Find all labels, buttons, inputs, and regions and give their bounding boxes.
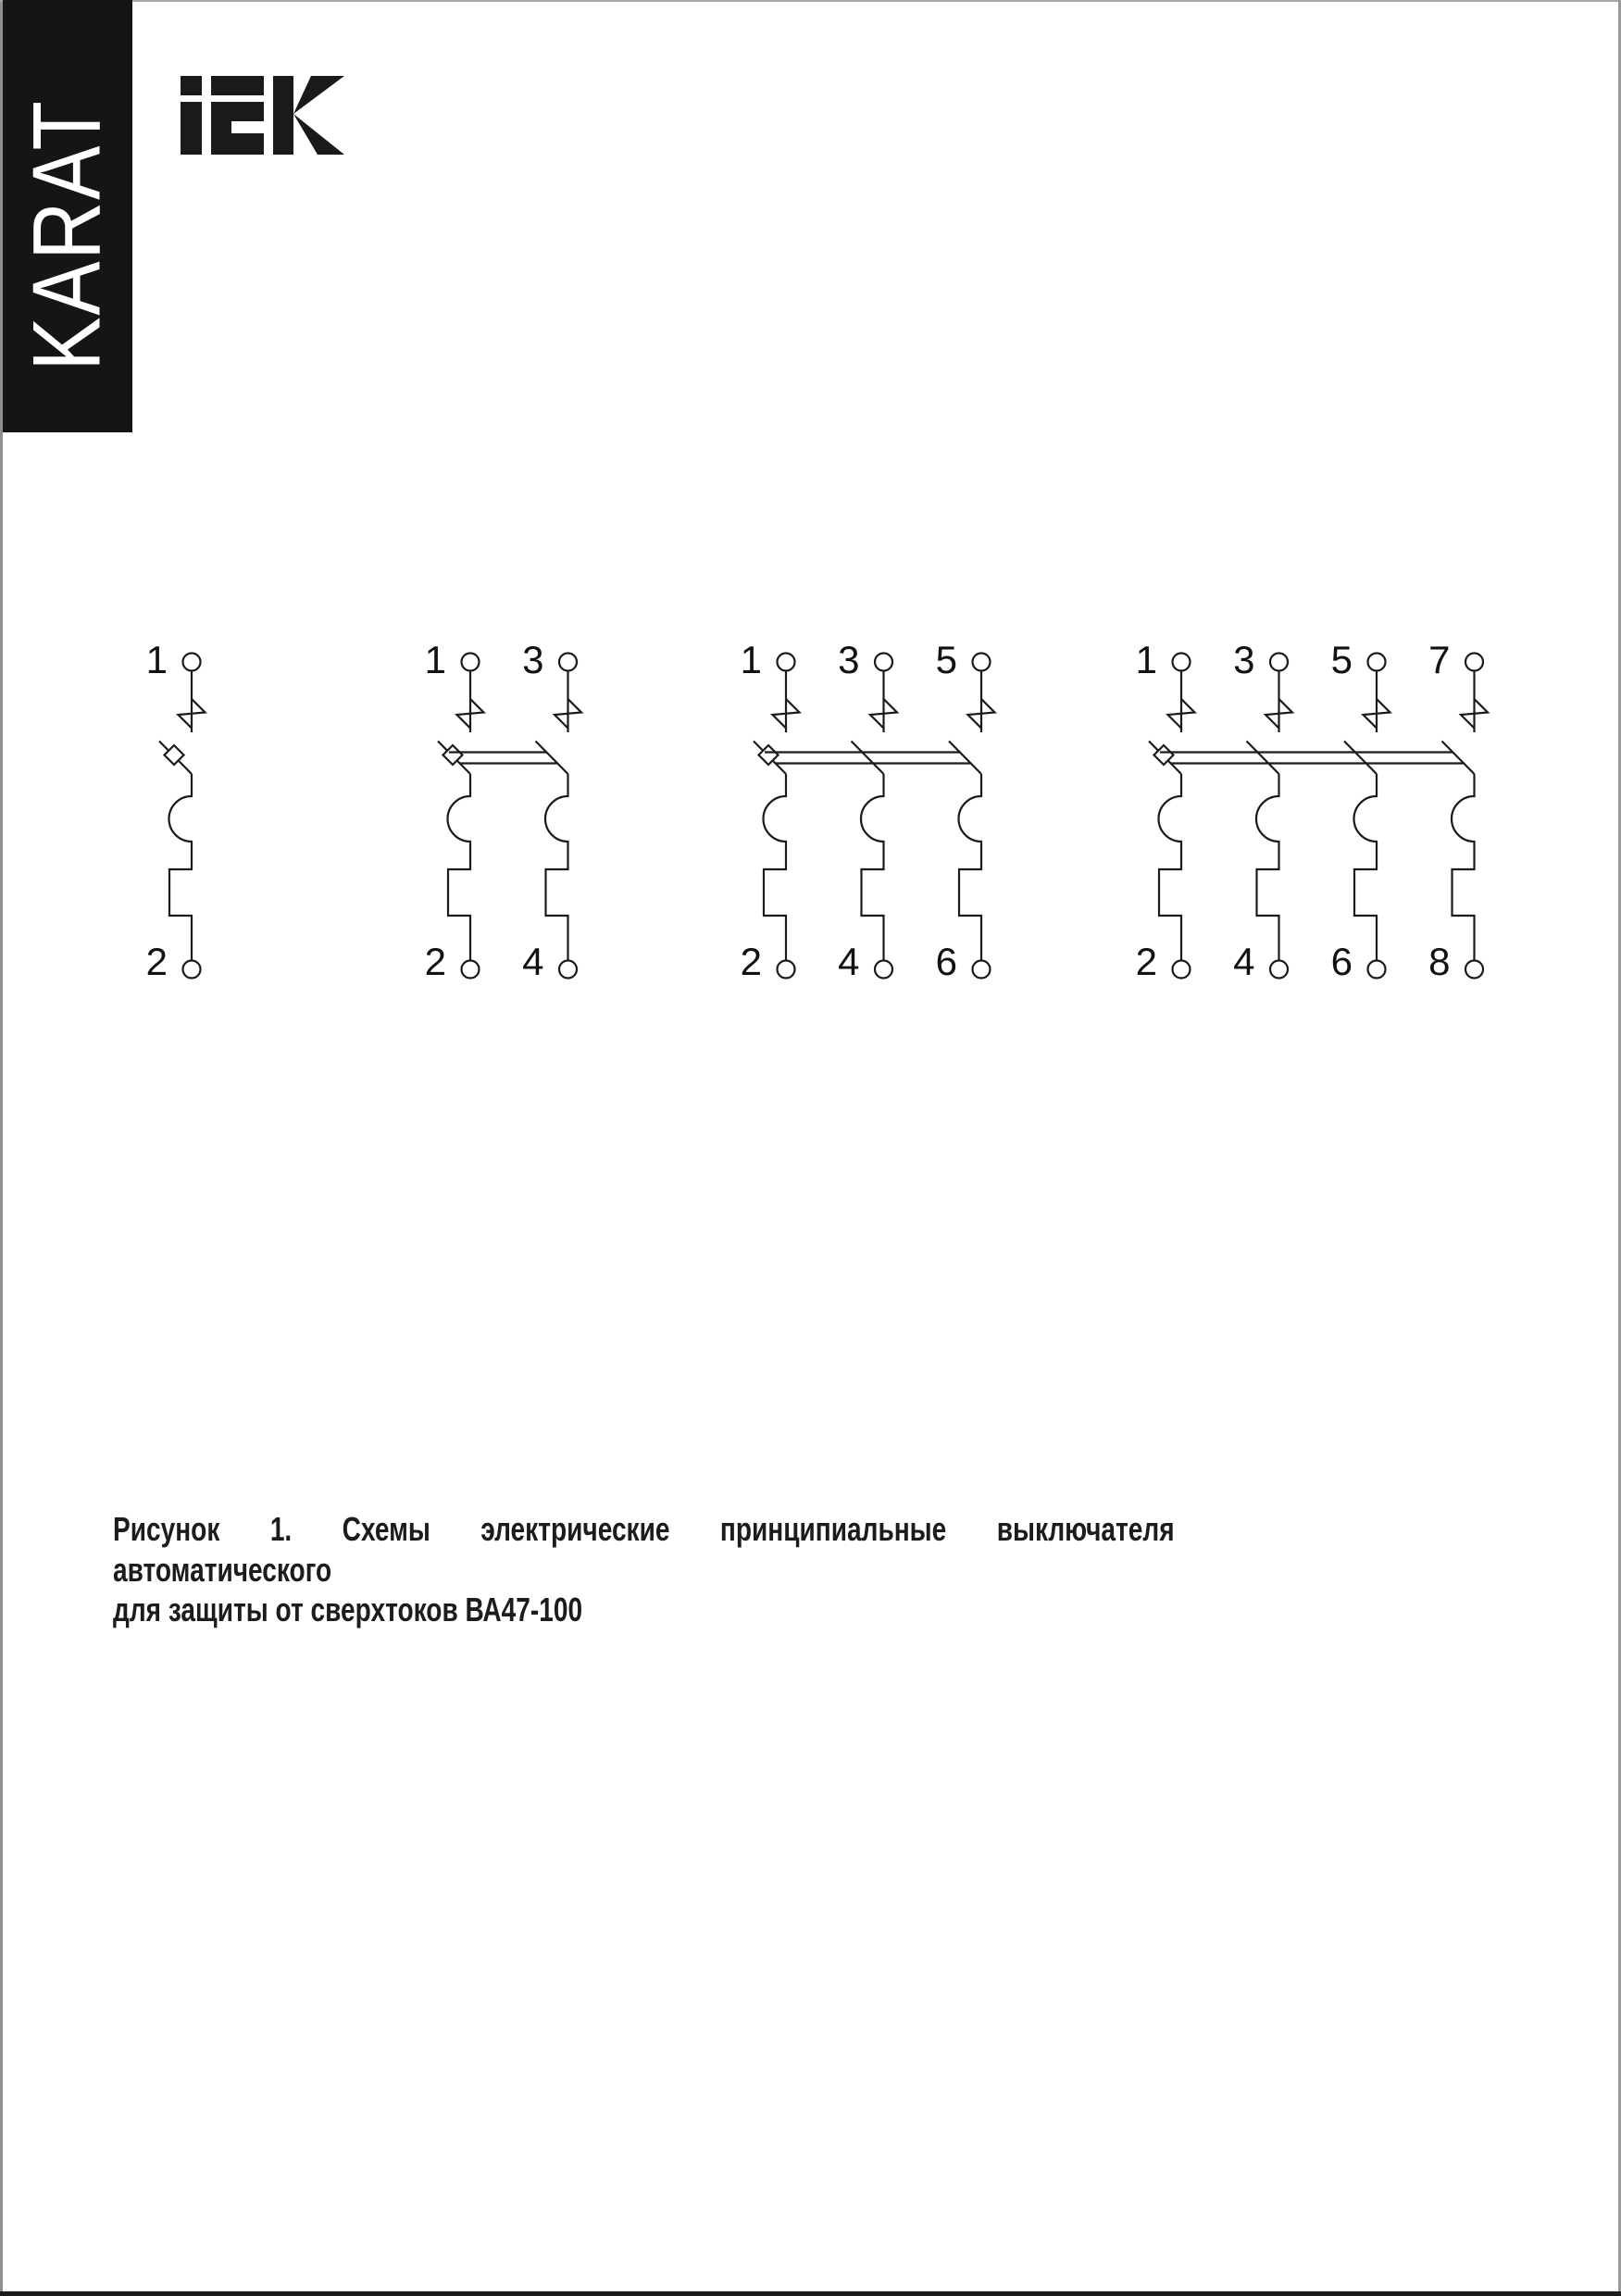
magnetic-release-zigzag bbox=[1461, 699, 1488, 729]
page-edge-bottom bbox=[0, 2291, 1621, 2296]
caption-line-1: Рисунок 1. Схемы электрические принципиальные выключателя автоматического bbox=[113, 1510, 1175, 1589]
terminal-circle-top bbox=[973, 654, 991, 671]
schematic-breaker-2-pole bbox=[425, 638, 581, 983]
breaker-4-pole-pole-2 bbox=[1233, 638, 1292, 983]
pole-body bbox=[1256, 774, 1279, 961]
terminal-label-top: 3 bbox=[838, 638, 860, 681]
actuator-square bbox=[1154, 745, 1174, 765]
iek-logo-k-upper-arm bbox=[293, 76, 344, 114]
schematic-breaker-4-pole bbox=[1136, 638, 1488, 983]
actuator-square bbox=[759, 745, 779, 765]
iek-logo-e-body bbox=[211, 102, 264, 155]
magnetic-release-zigzag bbox=[457, 699, 484, 729]
switch-lever bbox=[754, 742, 786, 775]
terminal-label-bottom: 2 bbox=[424, 940, 446, 983]
iek-logo-e-top-bar bbox=[211, 76, 264, 95]
figure-caption bbox=[113, 1509, 1175, 1630]
terminal-label-top: 3 bbox=[522, 638, 544, 681]
terminal-label-top: 3 bbox=[1233, 638, 1255, 681]
pole-body bbox=[545, 774, 568, 961]
terminal-circle-top bbox=[778, 654, 795, 671]
brand-banner-label: KARAT bbox=[13, 99, 121, 371]
pole-body bbox=[959, 774, 982, 961]
terminal-circle-top bbox=[559, 654, 577, 671]
pole-body bbox=[1354, 774, 1378, 961]
terminal-circle-bottom bbox=[559, 961, 577, 979]
breaker-2-pole-pole-1 bbox=[425, 638, 484, 983]
terminal-circle-bottom bbox=[778, 961, 795, 979]
switch-lever bbox=[852, 742, 884, 775]
pole-body bbox=[1452, 774, 1475, 961]
switch-lever bbox=[159, 742, 192, 775]
breaker-3-pole-pole-2 bbox=[838, 638, 897, 983]
terminal-label-bottom: 8 bbox=[1428, 940, 1451, 983]
terminal-label-bottom: 2 bbox=[145, 940, 168, 983]
actuator-square bbox=[165, 745, 184, 765]
terminal-label-bottom: 2 bbox=[740, 940, 762, 983]
terminal-label-top: 5 bbox=[935, 638, 957, 681]
terminal-circle-bottom bbox=[1270, 961, 1288, 979]
breaker-4-pole-pole-4 bbox=[1428, 638, 1488, 983]
terminal-circle-bottom bbox=[1368, 961, 1386, 979]
terminal-circle-top bbox=[183, 654, 201, 671]
schematic-breaker-1-pole bbox=[146, 638, 206, 983]
terminal-circle-bottom bbox=[183, 961, 201, 979]
terminal-label-top: 1 bbox=[145, 638, 168, 681]
pole-body bbox=[448, 774, 471, 961]
terminal-label-bottom: 4 bbox=[1233, 940, 1255, 983]
terminal-circle-top bbox=[1465, 654, 1483, 671]
breaker-4-pole-pole-3 bbox=[1331, 638, 1390, 983]
terminal-label-top: 1 bbox=[424, 638, 446, 681]
brand-banner bbox=[3, 0, 132, 432]
schematic-breaker-3-pole bbox=[741, 638, 995, 983]
switch-lever bbox=[536, 742, 568, 775]
switch-lever bbox=[949, 742, 981, 775]
magnetic-release-zigzag bbox=[179, 699, 206, 729]
terminal-label-bottom: 6 bbox=[1330, 940, 1353, 983]
magnetic-release-zigzag bbox=[870, 699, 897, 729]
terminal-label-bottom: 4 bbox=[838, 940, 860, 983]
iek-logo-glyphs bbox=[181, 76, 344, 155]
terminal-label-bottom: 6 bbox=[935, 940, 957, 983]
terminal-circle-top bbox=[875, 654, 892, 671]
switch-lever bbox=[1344, 742, 1377, 775]
switch-lever bbox=[1149, 742, 1181, 775]
terminal-label-bottom: 2 bbox=[1135, 940, 1157, 983]
magnetic-release-zigzag bbox=[773, 699, 800, 729]
breaker-1-pole-pole-1 bbox=[146, 638, 206, 983]
pole-body bbox=[861, 774, 884, 961]
terminal-label-top: 1 bbox=[740, 638, 762, 681]
terminal-circle-bottom bbox=[1173, 961, 1191, 979]
magnetic-release-zigzag bbox=[1266, 699, 1292, 729]
pole-body bbox=[764, 774, 787, 961]
terminal-circle-bottom bbox=[462, 961, 480, 979]
pole-body bbox=[169, 774, 193, 961]
iek-logo-k-stem bbox=[273, 76, 293, 155]
magnetic-release-zigzag bbox=[1364, 699, 1390, 729]
actuator-square bbox=[443, 745, 463, 765]
terminal-circle-bottom bbox=[1465, 961, 1483, 979]
breaker-3-pole-pole-1 bbox=[741, 638, 800, 983]
terminal-circle-top bbox=[1368, 654, 1386, 671]
terminal-circle-top bbox=[462, 654, 480, 671]
terminal-label-bottom: 4 bbox=[522, 940, 544, 983]
iek-logo-i-stem bbox=[181, 102, 202, 155]
terminal-label-top: 7 bbox=[1428, 638, 1451, 681]
magnetic-release-zigzag bbox=[1168, 699, 1195, 729]
switch-lever bbox=[1442, 742, 1475, 775]
magnetic-release-zigzag bbox=[968, 699, 995, 729]
caption-line-2: для защиты от сверхтоков ВА47-100 bbox=[113, 1591, 583, 1628]
iek-logo-k-lower-arm bbox=[293, 114, 344, 155]
magnetic-release-zigzag bbox=[555, 699, 581, 729]
pole-body bbox=[1159, 774, 1182, 961]
breaker-2-pole-pole-2 bbox=[522, 638, 581, 983]
terminal-circle-bottom bbox=[973, 961, 991, 979]
breaker-4-pole-pole-1 bbox=[1136, 638, 1195, 983]
terminal-circle-bottom bbox=[875, 961, 892, 979]
iek-logo bbox=[179, 73, 345, 156]
page-edge-top bbox=[0, 0, 1621, 2]
breaker-3-pole-pole-3 bbox=[936, 638, 995, 983]
terminal-circle-top bbox=[1173, 654, 1191, 671]
terminal-label-top: 5 bbox=[1330, 638, 1353, 681]
switch-lever bbox=[438, 742, 470, 775]
iek-logo-i-dot bbox=[181, 76, 202, 95]
terminal-circle-top bbox=[1270, 654, 1288, 671]
switch-lever bbox=[1247, 742, 1279, 775]
terminal-label-top: 1 bbox=[1135, 638, 1157, 681]
